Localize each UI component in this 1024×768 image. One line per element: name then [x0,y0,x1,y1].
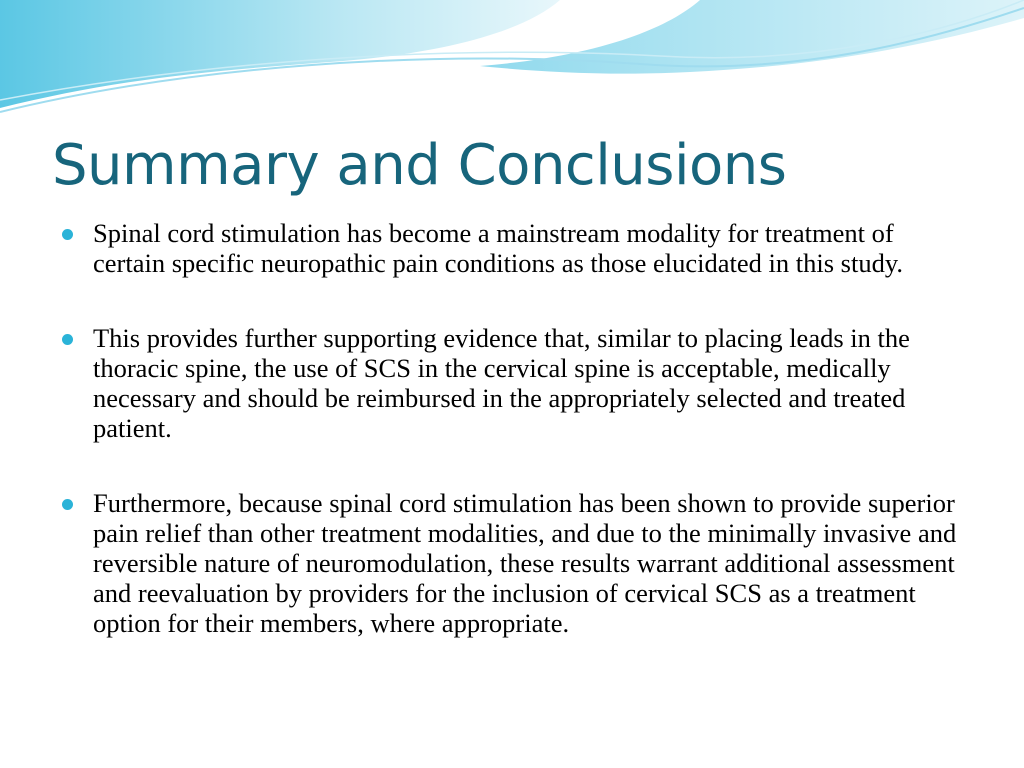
bullet-dot-icon [62,334,73,345]
bullet-list [62,218,972,638]
bullet-dot-icon [62,499,73,510]
bullet-item [62,323,972,443]
bullet-dot-icon [62,229,73,240]
wave-header-decoration [0,0,1024,120]
bullet-item [62,488,972,638]
bullet-text: This provides further supporting evidence that, similar to placing leads in the thoracic spine, the use of SCS in the cervical spine is acceptable, medically necessary and should be reimbursed in the appropriately selected and treated patient. [93,323,910,443]
bullet-text: Furthermore, because spinal cord stimulation has been shown to provide superior pain relief than other treatment modalities, and due to the minimally invasive and reversible nature of neuromodulation, these results warrant additional assessment and reevaluation by providers for the inclusion of cervical SCS as a treatment option for their members, where appropriate. [93,488,957,638]
wave-band-main [0,0,560,108]
bullet-text: Spinal cord stimulation has become a mainstream modality for treatment of certain specific neuropathic pain conditions as those elucidated in this study. [93,218,903,278]
wave-band-right [480,0,1024,74]
slide-title: Summary and Conclusions [52,133,787,198]
bullet-item [62,218,972,278]
